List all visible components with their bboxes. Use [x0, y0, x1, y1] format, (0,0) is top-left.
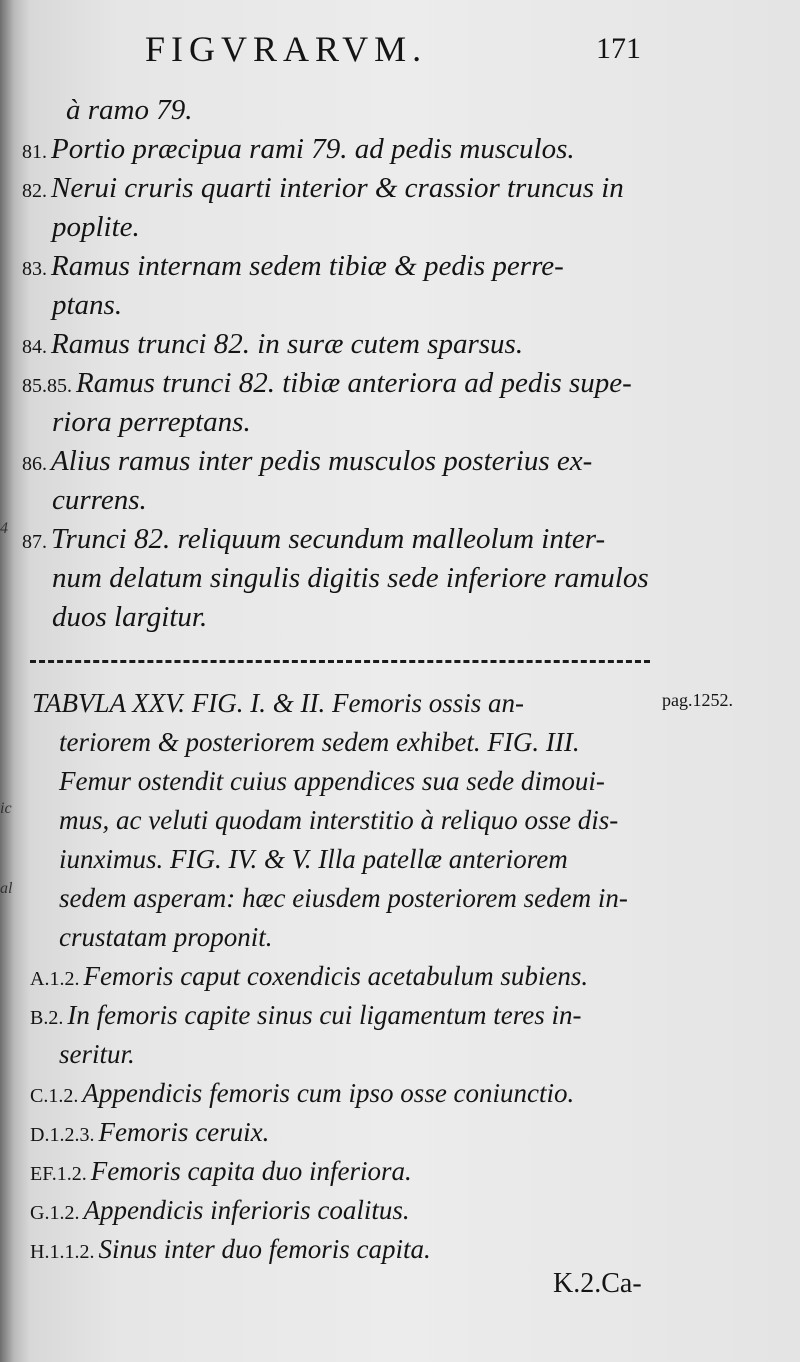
catchword: K.2.Ca-: [553, 1268, 642, 1299]
running-head: FIGVRARVM.: [145, 29, 428, 69]
legend-line: Femur ostendit cuius appendices sua sede dimoui-: [59, 766, 605, 796]
gutter-mark: ic: [0, 800, 12, 817]
legend-line: TABVLA XXV. FIG. I. & II. Femoris ossis an-: [32, 688, 524, 718]
legend-line: 83. Ramus internam sedem tibiæ & pedis perre-: [22, 250, 564, 282]
legend-line: 85.85. Ramus trunci 82. tibiæ anteriora ad pedis supe-: [22, 367, 632, 399]
legend-line: crustatam proponit.: [59, 922, 273, 952]
legend-line: B.2. In femoris capite sinus cui ligamentum teres in-: [30, 1000, 582, 1030]
legend-line: mus, ac veluti quodam interstitio à reliquo osse dis-: [59, 805, 619, 835]
legend-line: 87. Trunci 82. reliquum secundum malleolum inter-: [22, 523, 606, 555]
legend-line: duos largitur.: [52, 601, 208, 633]
page-number: 171: [596, 32, 641, 65]
legend-line: 86. Alius ramus inter pedis musculos posterius ex-: [22, 445, 593, 477]
legend-line: 84. Ramus trunci 82. in suræ cutem sparsus.: [22, 328, 524, 360]
legend-line: EF.1.2. Femoris capita duo inferiora.: [30, 1156, 412, 1186]
legend-line: 81. Portio præcipua rami 79. ad pedis musculos.: [22, 133, 575, 165]
legend-line: currens.: [52, 484, 147, 516]
legend-line: à ramo 79.: [66, 94, 193, 126]
legend-line: ptans.: [52, 289, 123, 321]
legend-line: iunximus. FIG. IV. & V. Illa patellæ anteriorem: [59, 844, 568, 874]
legend-line: teriorem & posteriorem sedem exhibet. FIG. III.: [59, 727, 580, 757]
gutter-mark: al: [0, 880, 13, 897]
legend-line: C.1.2. Appendicis femoris cum ipso osse coniunctio.: [30, 1078, 575, 1108]
legend-line: H.1.1.2. Sinus inter duo femoris capita.: [30, 1234, 431, 1264]
legend-line: A.1.2. Femoris caput coxendicis acetabulum subiens.: [30, 961, 589, 991]
legend-line: 82. Nerui cruris quarti interior & crassior truncus in: [22, 172, 624, 204]
marginal-reference: pag.1252.: [662, 690, 733, 710]
section-divider: [30, 660, 650, 663]
legend-line: sedem asperam: hæc eiusdem posteriorem sedem in-: [59, 883, 628, 913]
legend-line: seritur.: [59, 1039, 135, 1069]
gutter-mark: 4: [0, 520, 8, 537]
legend-line: num delatum singulis digitis sede inferiore ramulos: [52, 562, 649, 594]
legend-line: G.1.2. Appendicis inferioris coalitus.: [30, 1195, 410, 1225]
legend-line: D.1.2.3. Femoris ceruix.: [30, 1117, 270, 1147]
legend-line: riora perreptans.: [52, 406, 251, 438]
legend-line: poplite.: [52, 211, 140, 243]
